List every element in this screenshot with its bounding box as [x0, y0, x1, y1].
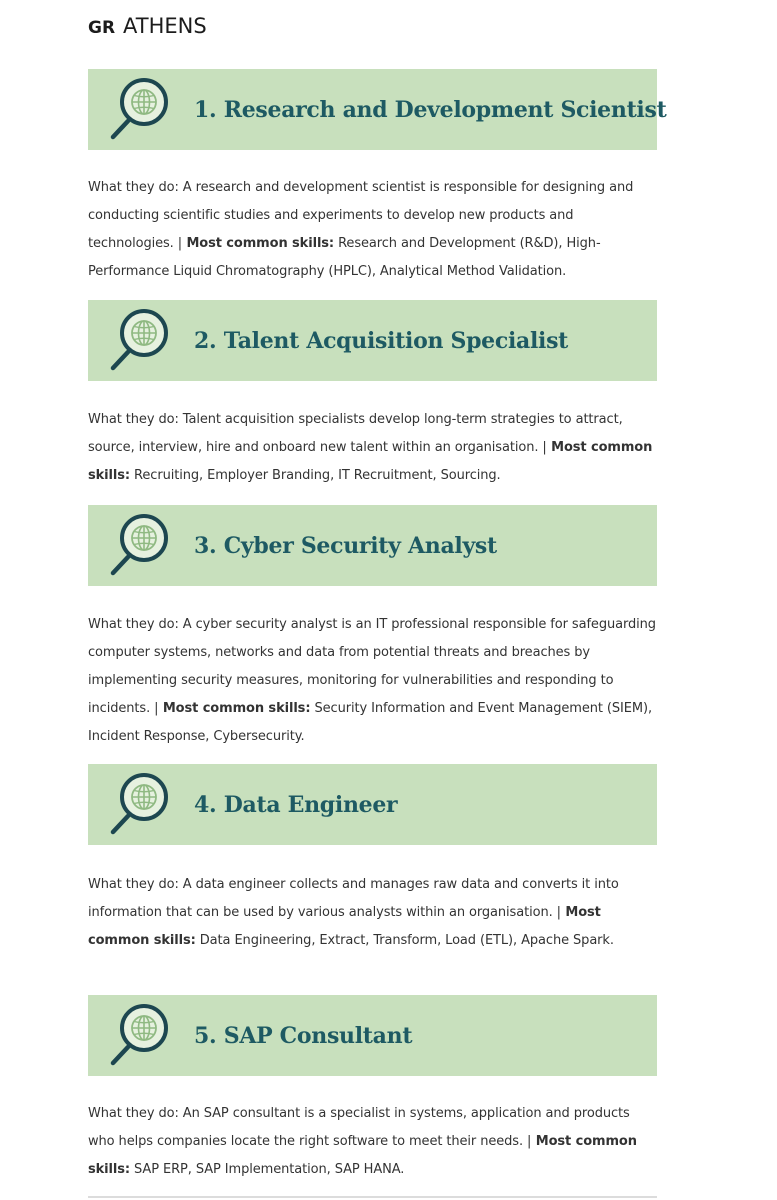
- magnifier-globe-icon: [109, 770, 179, 840]
- separator: |: [556, 905, 561, 920]
- skills-label: Most common skills:: [88, 905, 601, 948]
- city-header: [88, 14, 207, 44]
- skills-label: Most common skills:: [88, 440, 653, 483]
- role-banner: [88, 69, 667, 150]
- magnifier-globe-icon: [109, 1001, 179, 1071]
- skills-label: Most common skills:: [158, 701, 311, 716]
- role-banner: [88, 300, 657, 381]
- role-banner: [88, 995, 657, 1076]
- what-they-do-text: Talent acquisition specialists develop long-term strategies to attract, source, interview, hire and onboard new talent within an organisation.: [88, 412, 623, 455]
- role-description: [88, 406, 658, 490]
- what-they-do-label: What they do:: [88, 877, 179, 892]
- what-they-do-text: A data engineer collects and manages raw data and converts it into information that can be used by various analysts within an organisation.: [88, 877, 619, 920]
- role-banner: [88, 764, 657, 845]
- what-they-do-text: A cyber security analyst is an IT professional responsible for safeguarding computer systems, networks and data from potential threats and breaches by implementing security measures, monitoring for vulnerabilities and responding to incidents.: [88, 617, 656, 716]
- role-banner: [88, 505, 657, 586]
- country-code: GR: [88, 18, 116, 38]
- role-title: 4. Data Engineer: [194, 791, 398, 818]
- magnifier-globe-icon: [109, 511, 179, 581]
- separator: |: [177, 236, 183, 251]
- separator: |: [527, 1134, 532, 1149]
- role-description: [88, 611, 658, 751]
- skills-text: Recruiting, Employer Branding, IT Recruitment, Sourcing.: [130, 468, 501, 483]
- skills-label: Most common skills:: [88, 1134, 637, 1177]
- role-title: 5. SAP Consultant: [194, 1022, 413, 1049]
- skills-text: SAP ERP, SAP Implementation, SAP HANA.: [130, 1162, 405, 1177]
- role-title: 1. Research and Development Scientist: [194, 96, 667, 123]
- city-name: ATHENS: [123, 14, 207, 38]
- divider: [88, 1196, 657, 1198]
- role-title: 2. Talent Acquisition Specialist: [194, 327, 569, 354]
- role-title: 3. Cyber Security Analyst: [194, 532, 497, 559]
- role-description: [88, 174, 658, 286]
- what-they-do-text: A research and development scientist is responsible for designing and conducting scientific studies and experiments to develop new products and technologies.: [88, 180, 634, 251]
- role-description: [88, 1100, 658, 1184]
- separator: |: [542, 440, 547, 455]
- magnifier-globe-icon: [109, 306, 179, 376]
- separator: |: [154, 701, 159, 716]
- magnifier-globe-icon: [109, 75, 179, 145]
- what-they-do-label: What they do:: [88, 617, 179, 632]
- what-they-do-label: What they do:: [88, 180, 179, 195]
- skills-text: Data Engineering, Extract, Transform, Load (ETL), Apache Spark.: [195, 933, 614, 948]
- skills-text: Security Information and Event Management (SIEM), Incident Response, Cybersecurity.: [88, 701, 652, 744]
- what-they-do-label: What they do:: [88, 1106, 179, 1121]
- role-description: [88, 871, 658, 955]
- what-they-do-text: An SAP consultant is a specialist in systems, application and products who helps companies locate the right software to meet their needs.: [88, 1106, 630, 1149]
- what-they-do-label: What they do:: [88, 412, 179, 427]
- skills-text: Research and Development (R&D), High-Performance Liquid Chromatography (HPLC), Analytical Method Validation.: [88, 236, 601, 279]
- skills-label: Most common skills:: [182, 236, 335, 251]
